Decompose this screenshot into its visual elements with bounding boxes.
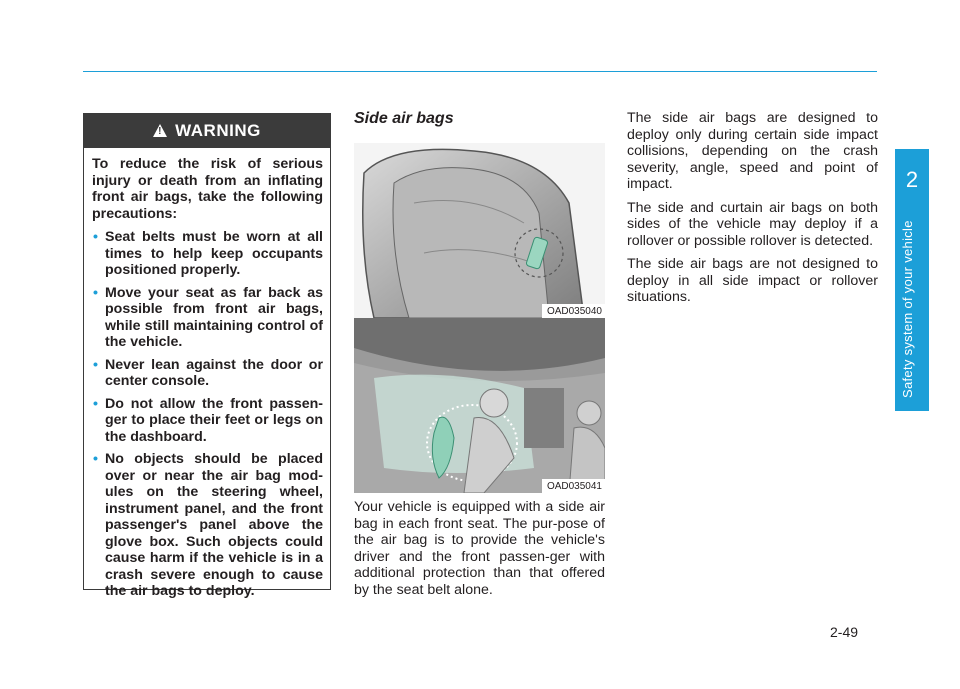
- warning-header: [84, 114, 330, 148]
- figure-code: OAD035040: [542, 304, 605, 318]
- warning-intro: To reduce the risk of serious injury or death from an inflating front air bags, take the following precautions:: [92, 156, 323, 222]
- chapter-number: 2: [905, 167, 919, 192]
- chapter-title: Safety system of your vehicle: [900, 220, 915, 398]
- warning-item: • Do not allow the front passen-ger to place their feet or legs on the dashboard.: [92, 396, 323, 446]
- page-number: 2-49: [830, 624, 859, 640]
- cabin-illustration-svg: [354, 318, 605, 493]
- warning-title: WARNING: [175, 121, 261, 140]
- intro-paragraph: Your vehicle is equipped with a side air bag in each front seat. The pur-pose of the air bag is to provide the vehicle's driver and the front passen-ger with additional protection than that offered by the seat belt alone.: [354, 499, 605, 598]
- warning-box: [83, 113, 331, 599]
- warning-list: [92, 229, 323, 600]
- section-heading: Side air bags: [354, 110, 454, 127]
- seat-airbag-illustration: [354, 143, 605, 318]
- warning-item: • No objects should be placed over or near the air bag mod-ules on the steering wheel, instrument panel, and the front passenger's panel above the glove box. Such objects could cause harm if the vehicle is in a crash severe enough to cause the air bags to deploy.: [92, 451, 323, 600]
- warning-item: • Seat belts must be worn at all times to help keep occupants positioned properly.: [92, 229, 323, 279]
- body-paragraph: The side air bags are not designed to deploy in all side impact or rollover situations.: [627, 256, 878, 305]
- warning-item: • Never lean against the door or center console.: [92, 357, 323, 390]
- warning-triangle-icon: [153, 124, 167, 137]
- seat-illustration-svg: [354, 143, 605, 318]
- warning-body: [92, 156, 323, 606]
- body-paragraph: The side air bags are designed to deploy only during certain side impact collisions, depending on the crash severity, angle, speed and point of impact.: [627, 110, 878, 192]
- header-rule: [83, 71, 877, 72]
- figure-code: OAD035041: [542, 479, 605, 493]
- right-column: [627, 110, 878, 313]
- body-paragraph: The side and curtain air bags on both sides of the vehicle may deploy if a rollover or possible rollover is detected.: [627, 199, 878, 249]
- warning-item: • Move your seat as far back as possible from front air bags, while still maintaining control of the vehicle.: [92, 285, 323, 351]
- cabin-airbag-illustration: [354, 318, 605, 493]
